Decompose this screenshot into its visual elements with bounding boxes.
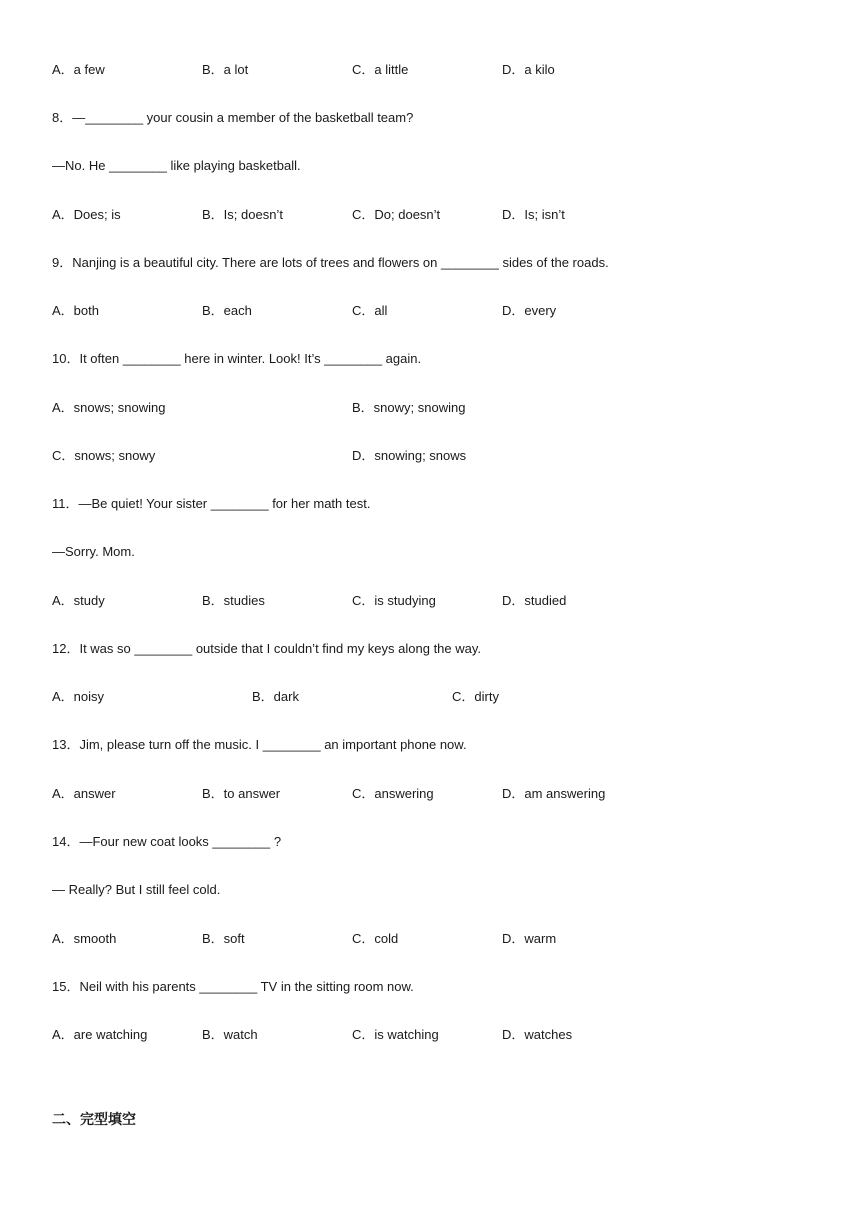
q14-stem-response: — Really? But I still feel cold. bbox=[52, 882, 221, 897]
q11-option-b: B．studies bbox=[202, 593, 265, 608]
q8-option-b: B．Is; doesn’t bbox=[202, 207, 283, 222]
q7-option-a: A．a few bbox=[52, 62, 105, 77]
q10-stem: 10．It often ________ here in winter. Look! It’s ________ again. bbox=[52, 351, 422, 366]
q9-option-b: B．each bbox=[202, 303, 252, 318]
q13-option-d: D．am answering bbox=[502, 786, 606, 801]
q15-stem: 15．Neil with his parents ________ TV in the sitting room now. bbox=[52, 979, 414, 994]
q11-option-a: A．study bbox=[52, 593, 105, 608]
q12-option-c: C．dirty bbox=[452, 689, 499, 704]
q15-option-d: D．watches bbox=[502, 1027, 573, 1042]
q10-option-a: A．snows; snowing bbox=[52, 400, 166, 415]
q11-option-d: D．studied bbox=[502, 593, 567, 608]
q10-option-b: B．snowy; snowing bbox=[352, 400, 466, 415]
q8-option-a: A．Does; is bbox=[52, 207, 121, 222]
q8-option-c: C．Do; doesn’t bbox=[352, 207, 441, 222]
q10-option-c: C．snows; snowy bbox=[52, 448, 156, 463]
q13-option-b: B．to answer bbox=[202, 786, 281, 801]
q13-stem: 13．Jim, please turn off the music. I ________ an important phone now. bbox=[52, 737, 467, 752]
q9-option-d: D．every bbox=[502, 303, 557, 318]
q10-option-d: D．snowing; snows bbox=[352, 448, 467, 463]
q8-option-d: D．Is; isn’t bbox=[502, 207, 565, 222]
q15-option-a: A．are watching bbox=[52, 1027, 148, 1042]
q13-option-a: A．answer bbox=[52, 786, 116, 801]
q14-option-a: A．smooth bbox=[52, 931, 117, 946]
q15-option-b: B．watch bbox=[202, 1027, 258, 1042]
q14-option-c: C．cold bbox=[352, 931, 399, 946]
q13-option-c: C．answering bbox=[352, 786, 434, 801]
q9-option-a: A．both bbox=[52, 303, 99, 318]
q15-option-c: C．is watching bbox=[352, 1027, 439, 1042]
q11-option-c: C．is studying bbox=[352, 593, 436, 608]
q7-option-b: B．a lot bbox=[202, 62, 249, 77]
q12-option-a: A．noisy bbox=[52, 689, 105, 704]
q8-stem-response: —No. He ________ like playing basketball. bbox=[52, 158, 301, 173]
q8-stem: 8．—________ your cousin a member of the basketball team? bbox=[52, 110, 414, 125]
q14-option-d: D．warm bbox=[502, 931, 557, 946]
q12-option-b: B．dark bbox=[252, 689, 299, 704]
q14-option-b: B．soft bbox=[202, 931, 245, 946]
section-heading: 二、完型填空 bbox=[52, 1111, 136, 1127]
q9-option-c: C．all bbox=[352, 303, 388, 318]
q7-option-d: D．a kilo bbox=[502, 62, 555, 77]
q12-stem: 12．It was so ________ outside that I couldn’t find my keys along the way. bbox=[52, 641, 482, 656]
q7-option-c: C．a little bbox=[352, 62, 409, 77]
q11-stem: 11．—Be quiet! Your sister ________ for her math test. bbox=[52, 496, 371, 511]
q14-stem: 14．—Four new coat looks ________ ? bbox=[52, 834, 282, 849]
q9-stem: 9．Nanjing is a beautiful city. There are lots of trees and flowers on ________ sides of the roads. bbox=[52, 255, 609, 270]
q11-stem-response: —Sorry. Mom. bbox=[52, 544, 135, 559]
